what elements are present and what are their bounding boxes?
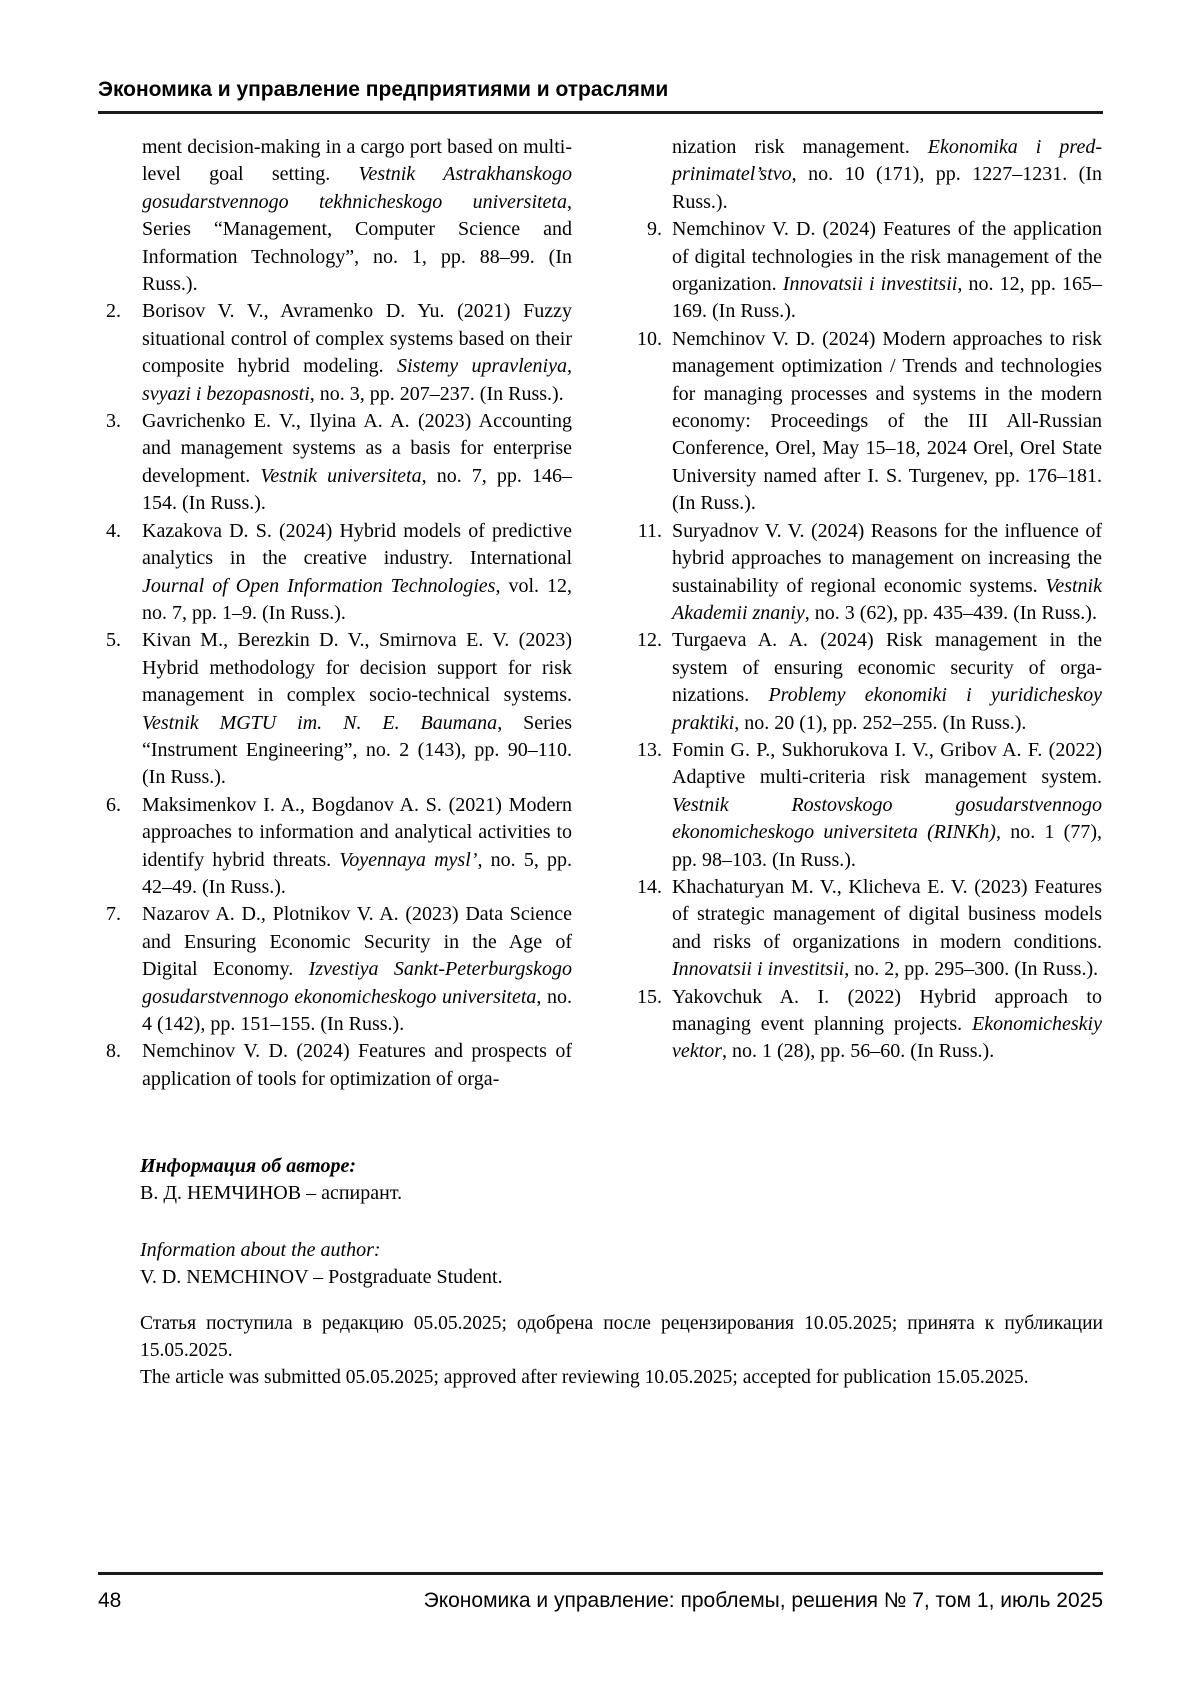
reference-item: [98, 901, 572, 1038]
reference-item: [98, 298, 572, 408]
reference-text: nization risk management. Ekonomika i predprinimatel’stvo, no. 10 (171), pp. 1227–1231. (In Russ.).: [672, 136, 1102, 213]
author-info-english: [140, 1237, 1103, 1291]
reference-number: 5.: [106, 629, 121, 652]
reference-text: Turgaeva A. A. (2024) Risk management in the system of ensuring economic security of organizations. Problemy ekonomiki i yuridicheskoy praktiki, no. 20 (1), pp. 252–255. (In Russ.).: [672, 629, 1102, 734]
reference-number: 13.: [637, 738, 662, 761]
reference-item: [628, 134, 1102, 216]
references-columns: [98, 134, 1102, 1093]
reference-item: [628, 984, 1102, 1066]
reference-item: [628, 518, 1102, 628]
reference-item: [628, 216, 1102, 326]
reference-text: Suryadnov V. V. (2024) Reasons for the influence of hybrid approaches to management on increasing the sustainability of regional economic systems. Vestnik Akademii znaniy, no. 3 (62), pp. 435–439. (In Russ.).: [672, 519, 1102, 624]
reference-text: Yakovchuk A. I. (2022) Hybrid approach to managing event planning projects. Ekonomicheskiy vektor, no. 1 (28), pp. 56–60. (In Russ.).: [672, 985, 1102, 1063]
reference-item: [98, 1038, 572, 1093]
reference-text: Nemchinov V. D. (2024) Modern approaches to risk management optimization / Trends and technologies for managing processes and systems in the modern economy: Proceedings of the III All-Russian Conference, Orel, May 15–18, 2024 Orel, Orel State University named after I. S. Turgenev, pp. 176–181. (In Russ.).: [672, 327, 1102, 515]
reference-text: Fomin G. P., Sukhorukova I. V., Gribov A. F. (2022) Adaptive multi-criteria risk management system. Vestnik Rostovskogo gosudarstvennogo ekonomicheskogo universiteta (RINKh), no. 1 (77), pp. 98–103. (In Russ.).: [672, 738, 1102, 871]
reference-number: [628, 134, 672, 216]
reference-item: [98, 134, 572, 298]
reference-text: Kazakova D. S. (2024) Hybrid models of predictive analytics in the creative industry. International Journal of Open Information Technologies, vol. 12, no. 7, pp. 1–9. (In Russ.).: [142, 519, 572, 624]
reference-text: Gavrichenko E. V., Ilyina A. A. (2023) Accounting and management systems as a basis for enterprise development. Vestnik universiteta, no. 7, pp. 146–154. (In Russ.).: [142, 410, 572, 515]
page-footer: [98, 1587, 1103, 1614]
reference-text: Nemchinov V. D. (2024) Features of the application of digital technologies in the risk management of the organization. Innovatsii i investitsii, no. 12, pp. 165–169. (In Russ.).: [672, 218, 1102, 323]
reference-item: [98, 792, 572, 902]
author-info-block: [140, 1153, 1103, 1291]
running-head-section-title: Экономика и управление предприятиями и отраслями: [98, 78, 669, 101]
article-dates-ru: Статья поступила в редакцию 05.05.2025; одобрена после рецензирования 10.05.2025; принята к публикации 15.05.2025.: [140, 1313, 1103, 1361]
header-rule: [98, 111, 1103, 114]
article-dates-block: [140, 1310, 1103, 1391]
author-info-label-en: Information about the author:: [140, 1239, 381, 1261]
reference-number: 4.: [106, 519, 121, 542]
reference-number: 11.: [637, 519, 662, 542]
reference-item: [98, 408, 572, 518]
reference-text: ment decision-making in a cargo port based on multi-level goal setting. Vestnik Astrakhanskogo gosudarstvennogo tekhnicheskogo universiteta, Series “Management, Computer Science and Information Technology”, no. 1, pp. 88–99. (In Russ.).: [142, 136, 572, 296]
reference-text: Borisov V. V., Avramenko D. Yu. (2021) Fuzzy situational control of complex systems based on their composite hybrid modeling. Sistemy upravleniya, svyazi i bezopasnosti, no. 3, pp. 207–237. (In Russ.).: [142, 300, 572, 405]
reference-item: [628, 737, 1102, 874]
reference-number: 6.: [106, 793, 121, 816]
reference-number: 7.: [106, 903, 121, 926]
reference-number: 10.: [637, 327, 662, 350]
page-number: 48: [98, 1589, 122, 1612]
article-dates-en: The article was submitted 05.05.2025; approved after reviewing 10.05.2025; accepted for publication 15.05.2025.: [140, 1367, 1029, 1388]
reference-number: 9.: [647, 218, 662, 241]
reference-number: 12.: [637, 629, 662, 652]
references-column-right: [628, 134, 1102, 1093]
reference-item: [628, 326, 1102, 518]
reference-number: [98, 134, 142, 298]
reference-item: [98, 627, 572, 791]
reference-number: 3.: [106, 410, 121, 433]
reference-number: 2.: [106, 300, 121, 323]
reference-number: 8.: [106, 1040, 121, 1063]
reference-item: [628, 874, 1102, 984]
reference-text: Maksimenkov I. A., Bogdanov A. S. (2021) Modern approaches to information and analytical activities to identify hybrid threats. Voyennaya mysl’, no. 5, pp. 42–49. (In Russ.).: [142, 793, 572, 898]
references-column-left: [98, 134, 572, 1093]
reference-text: Khachaturyan M. V., Klicheva E. V. (2023) Features of strategic management of digital business models and risks of organizations in modern conditions. Innovatsii i investitsii, no. 2, pp. 295–300. (In Russ.).: [672, 875, 1102, 981]
author-info-text-ru: В. Д. НЕМЧИНОВ – аспирант.: [140, 1182, 403, 1204]
author-info-text-en: V. D. NEMCHINOV – Postgraduate Student.: [140, 1266, 503, 1288]
reference-text: Kivan M., Berezkin D. V., Smirnova E. V. (2023) Hybrid methodology for decision support for risk management in complex socio-technical systems. Vestnik MGTU im. N. E. Baumana, Series “Instrument Engineering”, no. 2 (143), pp. 90–110. (In Russ.).: [142, 629, 572, 789]
footer-rule: [98, 1572, 1103, 1575]
author-info-russian: [140, 1153, 1103, 1207]
reference-item: [628, 627, 1102, 737]
reference-item: [98, 518, 572, 628]
reference-text: Nazarov A. D., Plotnikov V. A. (2023) Data Science and Ensuring Economic Security in the Age of Digital Economy. Izvestiya Sankt-Peterburgskogo gosudarstvennogo ekonomicheskogo universiteta, no. 4 (142), pp. 151–155. (In Russ.).: [142, 903, 572, 1035]
reference-number: 15.: [637, 985, 662, 1008]
reference-text: Nemchinov V. D. (2024) Features and prospects of application of tools for optimization of orga-: [142, 1040, 572, 1090]
journal-issue-line: Экономика и управление: проблемы, решения № 7, том 1, июль 2025: [423, 1589, 1103, 1612]
reference-number: 14.: [637, 875, 662, 898]
author-info-label-ru: Информация об авторе:: [140, 1155, 356, 1177]
